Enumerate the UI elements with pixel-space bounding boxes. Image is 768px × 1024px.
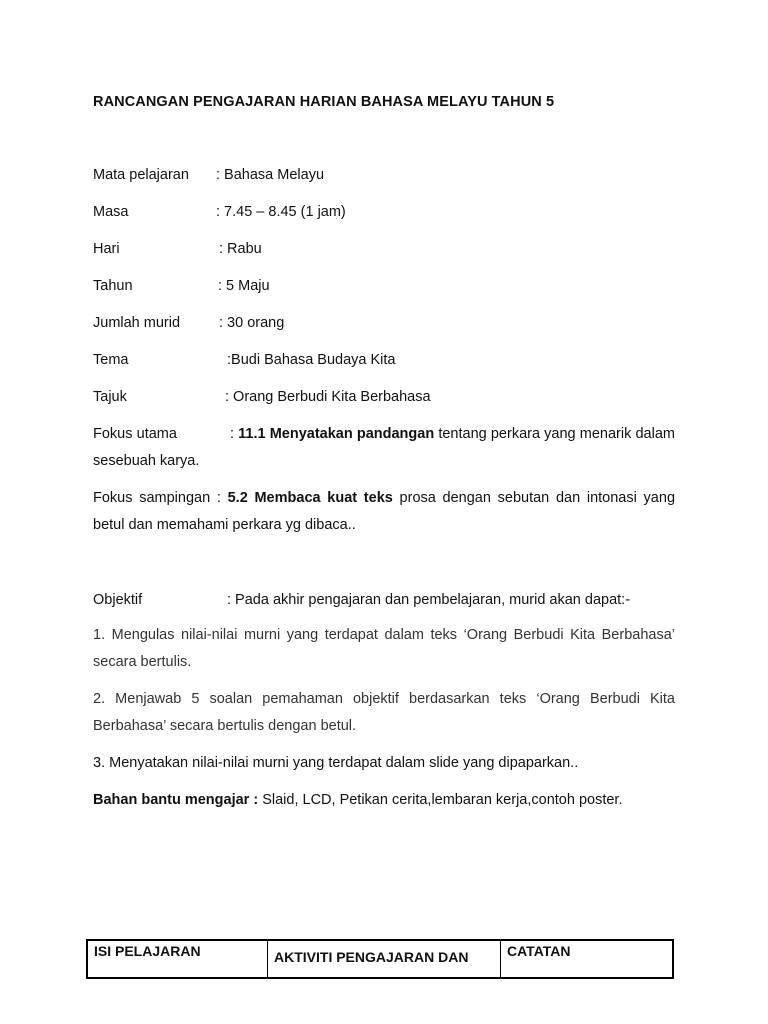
table-header-aktiviti: AKTIVITI PENGAJARAN DAN: [268, 941, 501, 977]
field-value: : Rabu: [219, 241, 262, 257]
objective-item-2: 2. Menjawab 5 soalan pemahaman objektif berdasarkan teks ‘Orang Berbudi Kita Berbahasa’ secara bertulis dengan betul.: [93, 691, 675, 734]
field-value: : 30 orang: [219, 315, 285, 331]
objective-item-3: 3. Menyatakan nilai-nilai murni yang terdapat dalam slide yang dipaparkan..: [93, 755, 579, 771]
objektif: [93, 592, 631, 608]
fokus-sampingan-bold: 5.2 Membaca kuat teks: [227, 490, 393, 506]
table-header-isi: ISI PELAJARAN: [88, 941, 268, 977]
fokus-sampingan-text: prosa dengan sebutan dan intonasi yang betul dan memahami perkara yg dibaca..: [93, 490, 676, 533]
field-value: : 5 Maju: [218, 278, 270, 294]
field-label: Mata pelajaran: [93, 167, 189, 183]
fokus-utama-text: tentang perkara yang menarik dalam sesebuah karya.: [93, 426, 675, 469]
field-mata-pelajaran: [93, 167, 325, 183]
field-tema: [93, 352, 396, 368]
field-label: Hari: [93, 241, 120, 257]
field-label: Tajuk: [93, 389, 127, 405]
fokus-utama-bold: 11.1 Menyatakan pandangan: [238, 426, 435, 442]
table-header-catatan: CATATAN: [507, 943, 571, 959]
field-label: Tahun: [93, 278, 133, 294]
lesson-table: [86, 939, 674, 979]
field-value: : Orang Berbudi Kita Berbahasa: [225, 389, 431, 405]
field-value: :Budi Bahasa Budaya Kita: [227, 352, 396, 368]
fokus-sampingan-colon: :: [210, 490, 228, 506]
field-masa: [93, 204, 346, 220]
field-label: Tema: [93, 352, 129, 368]
field-hari: [93, 241, 262, 257]
fokus-utama-colon: :: [229, 426, 239, 442]
fokus-sampingan: [93, 485, 675, 539]
field-value: : 7.45 – 8.45 (1 jam): [216, 204, 346, 220]
fokus-utama: [93, 421, 675, 475]
fokus-sampingan-label: Fokus sampingan: [93, 490, 211, 506]
field-tahun: [93, 278, 270, 294]
fokus-utama-label: Fokus utama: [93, 426, 177, 442]
field-tajuk: [93, 389, 431, 405]
bahan-bantu: [93, 792, 622, 808]
field-label: Masa: [93, 204, 129, 220]
objective-item-1: 1. Mengulas nilai-nilai murni yang terdapat dalam teks ‘Orang Berbudi Kita Berbahasa’ secara bertulis.: [93, 627, 675, 670]
field-label: Jumlah murid: [93, 315, 181, 331]
field-jumlah-murid: [93, 315, 285, 331]
bahan-bantu-value: Slaid, LCD, Petikan cerita,lembaran kerja,contoh poster.: [258, 792, 623, 808]
objektif-label: Objektif: [93, 592, 143, 608]
objektif-value: : Pada akhir pengajaran dan pembelajaran, murid akan dapat:-: [227, 592, 631, 608]
document-title: RANCANGAN PENGAJARAN HARIAN BAHASA MELAYU TAHUN 5: [93, 94, 555, 110]
bahan-bantu-label: Bahan bantu mengajar :: [93, 792, 259, 808]
field-value: : Bahasa Melayu: [216, 167, 325, 183]
